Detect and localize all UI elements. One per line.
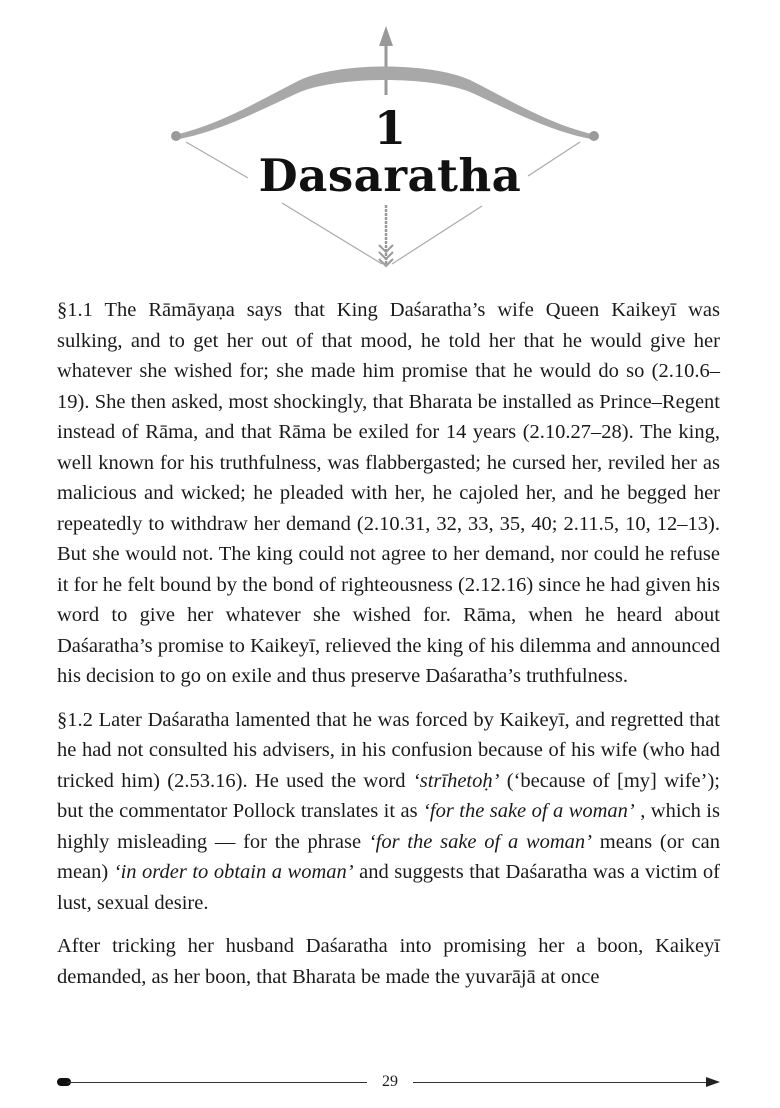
chapter-header [160, 0, 620, 280]
paragraph-text: , which is highly misleading — for the phrase [57, 800, 720, 853]
chapter-number: 1 [373, 101, 406, 155]
paragraph-text: After tricking her husband Daśaratha into promising her a boon, Kaikeyī demanded, as her boon, that Bharata be made the yuvarājā at once [57, 935, 720, 988]
italic-term: ‘for the sake of a woman’ [423, 800, 635, 822]
page-footer [57, 1072, 720, 1092]
section-marker: §1.1 [57, 299, 93, 321]
italic-term: ‘in order to obtain a woman’ [113, 861, 354, 883]
paragraph-text: Later Daśaratha lamented that he was forced by Kaikeyī, and regretted that he had not consulted his advisers, in his confusion because of his wife (who had tricked him) (2.53.16). He used the word [57, 708, 720, 792]
arrowhead-icon [706, 1077, 720, 1087]
footer-rule-left [67, 1082, 367, 1083]
chapter-title: Dasaratha [258, 149, 522, 202]
page-number: 29 [382, 1073, 398, 1090]
paragraph-text: The Rāmāyaṇa says that King Daśaratha’s wife Queen Kaikeyī was sulking, and to get her out of that mood, he told her that he would give her whatever she wished for; she made him promise that he would do so (2.10.6–19). She then asked, most shockingly, that Bharata be installed as Prince–Regent instead of Rāma, and that Rāma be exiled for 14 years (2.10.27–28). The king, well known for his truthfulness, was flabbergasted; he cursed her, reviled her as malicious and wicked; he pleaded with her, he cajoled her, and he begged her repeatedly to withdraw her demand (2.10.31, 32, 33, 35, 40; 2.11.5, 10, 12–13). But she would not. The king could not agree to her demand, nor could he refuse it for he felt bound by the bond of righteousness (2.12.16) since he had given his word to give her whatever she wished for. Rāma, when he heard about Daśaratha’s promise to Kaikeyī, relieved the king of his dilemma and announced his decision to go on exile and thus preserve Daśaratha’s truthfulness. [57, 299, 720, 687]
paragraph-text: means (or can mean) [57, 830, 720, 883]
footer-rule-right [413, 1082, 708, 1083]
paragraph-text: (‘because of [my] wife’); but the commentator Pollock translates it as [57, 769, 720, 822]
italic-term: ‘strīhetoḥ’ [412, 769, 500, 792]
section-marker: §1.2 [57, 708, 93, 731]
italic-term: ‘for the sake of a woman’ [368, 830, 593, 853]
paragraph-1-2 [57, 705, 720, 919]
paragraph-continuation [57, 931, 720, 992]
chapter-body [57, 295, 720, 992]
paragraph-1-1 [57, 295, 720, 692]
paragraph-text: and suggests that Daśaratha was a victim of lust, sexual desire. [57, 861, 720, 914]
